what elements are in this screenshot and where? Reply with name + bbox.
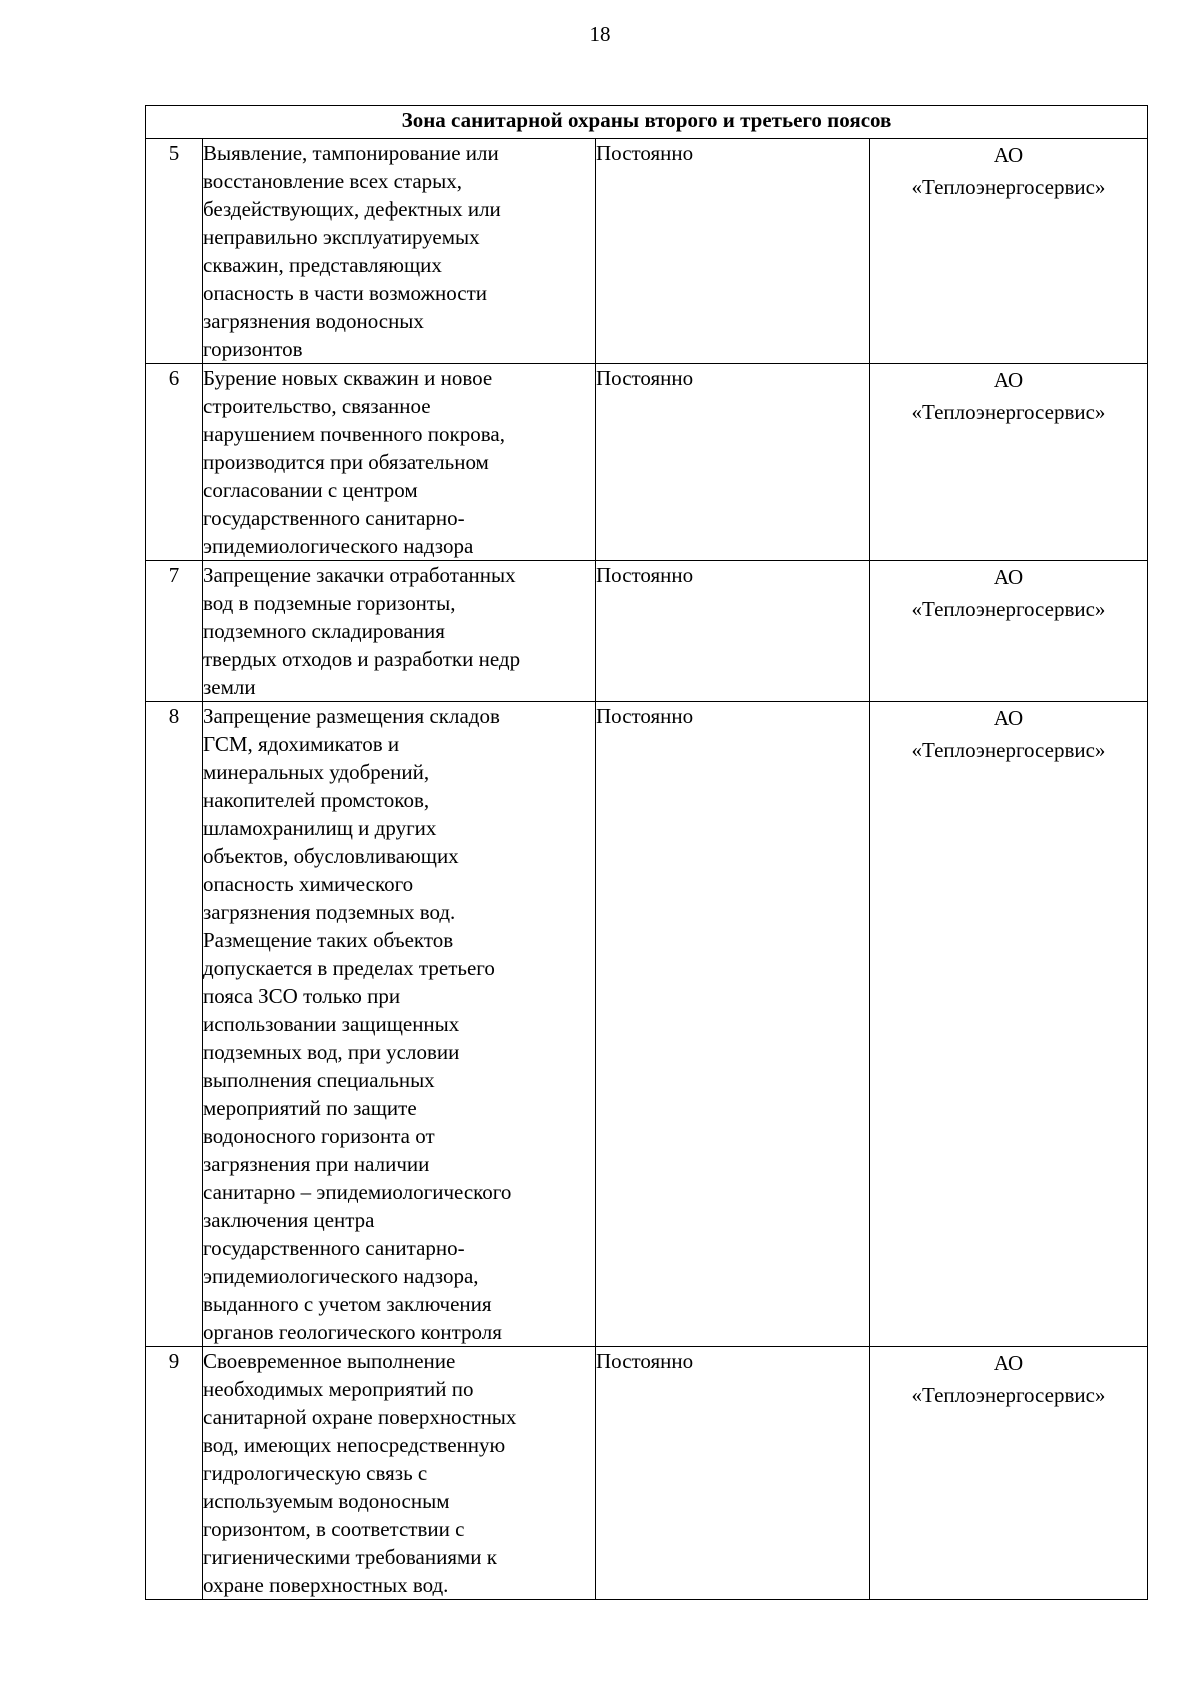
period-cell: Постоянно xyxy=(596,364,870,561)
period-cell: Постоянно xyxy=(596,702,870,1347)
measure-text-line: используемым водоносным xyxy=(203,1489,450,1513)
measure-cell xyxy=(203,364,596,561)
responsible-org-type: АО xyxy=(993,565,1024,589)
measure-text-line: гигиеническими требованиями к xyxy=(203,1545,497,1569)
page-number: 18 xyxy=(589,22,611,46)
measure-text-line: Бурение новых скважин и новое xyxy=(203,366,493,390)
measure-text-line: загрязнения подземных вод. xyxy=(203,900,456,924)
measure-text-line: выполнения специальных xyxy=(203,1068,435,1092)
table-row xyxy=(146,364,1148,561)
measure-text-line: эпидемиологического надзора xyxy=(203,534,474,558)
measure-text-line: восстановление всех старых, xyxy=(203,169,463,193)
section-header-row xyxy=(146,106,1148,139)
measure-text-line: загрязнения при наличии xyxy=(203,1152,430,1176)
measure-cell xyxy=(203,702,596,1347)
responsible-cell xyxy=(870,1347,1148,1600)
responsible-org-type: АО xyxy=(993,706,1024,730)
responsible-org-name: «Теплоэнергосервис» xyxy=(911,1383,1106,1407)
measure-text-line: горизонтов xyxy=(203,337,303,361)
measure-text-line: нарушением почвенного покрова, xyxy=(203,422,505,446)
period-cell: Постоянно xyxy=(596,139,870,364)
period-cell: Постоянно xyxy=(596,1347,870,1600)
period-cell: Постоянно xyxy=(596,561,870,702)
responsible-org-name: «Теплоэнергосервис» xyxy=(911,738,1106,762)
measure-text-line: вод в подземные горизонты, xyxy=(203,591,456,615)
measure-text-line: органов геологического контроля xyxy=(203,1320,502,1344)
responsible-org-type: АО xyxy=(993,368,1024,392)
measure-text-line: мероприятий по защите xyxy=(203,1096,417,1120)
measure-text-line: Выявление, тампонирование или xyxy=(203,141,499,165)
measure-text-line: заключения центра xyxy=(203,1208,375,1232)
measure-text-line: минеральных удобрений, xyxy=(203,760,430,784)
measure-text-line: объектов, обусловливающих xyxy=(203,844,459,868)
measure-text-line: вод, имеющих непосредственную xyxy=(203,1433,506,1457)
measure-text-line: согласовании с центром xyxy=(203,478,418,502)
responsible-cell xyxy=(870,364,1148,561)
measure-text-line: Запрещение закачки отработанных xyxy=(203,563,516,587)
measure-text-line: земли xyxy=(203,675,256,699)
measure-text-line: государственного санитарно- xyxy=(203,1236,465,1260)
table-row xyxy=(146,702,1148,1347)
measure-text-line: неправильно эксплуатируемых xyxy=(203,225,480,249)
measure-text-line: загрязнения водоносных xyxy=(203,309,424,333)
table-row xyxy=(146,139,1148,364)
table-row xyxy=(146,561,1148,702)
measure-text-line: выданного с учетом заключения xyxy=(203,1292,492,1316)
measure-text-line: производится при обязательном xyxy=(203,450,489,474)
responsible-cell xyxy=(870,139,1148,364)
measure-text-line: необходимых мероприятий по xyxy=(203,1377,474,1401)
responsible-org-name: «Теплоэнергосервис» xyxy=(911,400,1106,424)
measure-text-line: санитарно – эпидемиологического xyxy=(203,1180,512,1204)
measure-text-line: бездействующих, дефектных или xyxy=(203,197,501,221)
measure-text-line: пояса ЗСО только при xyxy=(203,984,401,1008)
measure-text-line: шламохранилищ и других xyxy=(203,816,437,840)
measure-text-line: водоносного горизонта от xyxy=(203,1124,435,1148)
measure-text-line: подземных вод, при условии xyxy=(203,1040,460,1064)
measure-text-line: накопителей промстоков, xyxy=(203,788,430,812)
measure-text-line: подземного складирования xyxy=(203,619,445,643)
measure-text-line: скважин, представляющих xyxy=(203,253,442,277)
measure-text-line: твердых отходов и разработки недр xyxy=(203,647,521,671)
measure-text-line: горизонтом, в соответствии с xyxy=(203,1517,465,1541)
sanitary-zone-table xyxy=(145,105,1148,1600)
row-number: 6 xyxy=(146,364,203,561)
table-row xyxy=(146,1347,1148,1600)
row-number: 8 xyxy=(146,702,203,1347)
measure-cell xyxy=(203,561,596,702)
measure-text-line: санитарной охране поверхностных xyxy=(203,1405,517,1429)
row-number: 9 xyxy=(146,1347,203,1600)
measure-text-line: опасность химического xyxy=(203,872,414,896)
measure-text-line: Своевременное выполнение xyxy=(203,1349,456,1373)
measure-text-line: опасность в части возможности xyxy=(203,281,488,305)
measure-cell xyxy=(203,139,596,364)
responsible-org-name: «Теплоэнергосервис» xyxy=(911,175,1106,199)
measure-text-line: ГСМ, ядохимикатов и xyxy=(203,732,400,756)
measure-text-line: охране поверхностных вод. xyxy=(203,1573,449,1597)
measure-text-line: государственного санитарно- xyxy=(203,506,465,530)
responsible-org-type: АО xyxy=(993,143,1024,167)
section-title: Зона санитарной охраны второго и третьего поясов xyxy=(146,106,1148,139)
responsible-cell xyxy=(870,561,1148,702)
measure-text-line: эпидемиологического надзора, xyxy=(203,1264,479,1288)
measure-text-line: гидрологическую связь с xyxy=(203,1461,428,1485)
measure-text-line: допускается в пределах третьего xyxy=(203,956,495,980)
measure-text-line: использовании защищенных xyxy=(203,1012,460,1036)
responsible-org-type: АО xyxy=(993,1351,1024,1375)
row-number: 5 xyxy=(146,139,203,364)
responsible-org-name: «Теплоэнергосервис» xyxy=(911,597,1106,621)
measure-text-line: строительство, связанное xyxy=(203,394,431,418)
row-number: 7 xyxy=(146,561,203,702)
measure-text-line: Размещение таких объектов xyxy=(203,928,454,952)
measure-text-line: Запрещение размещения складов xyxy=(203,704,500,728)
responsible-cell xyxy=(870,702,1148,1347)
measure-cell xyxy=(203,1347,596,1600)
